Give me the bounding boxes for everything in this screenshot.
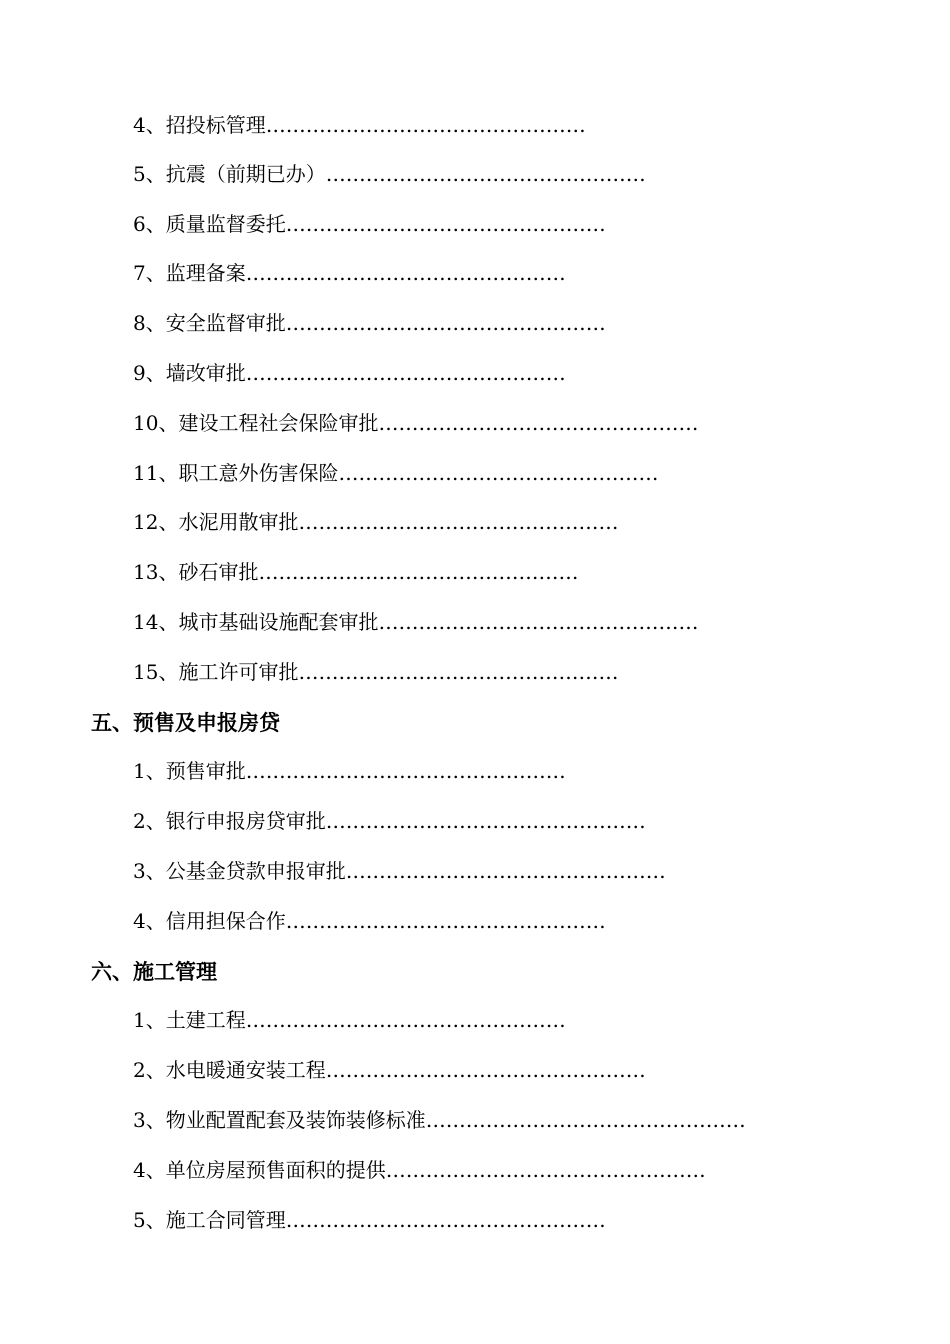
item-text: 质量监督委托: [165, 212, 286, 236]
leader-dots: …………………………………………: [338, 461, 659, 485]
item-number: 4、: [133, 909, 166, 933]
item-text: 物业配置配套及装饰装修标准: [165, 1108, 426, 1132]
item-number: 15、: [133, 660, 179, 684]
item-text: 墙改审批: [165, 361, 246, 385]
leader-dots: …………………………………………: [285, 212, 606, 236]
item-text: 银行申报房贷审批: [165, 809, 326, 833]
section-heading-presale: 五、预售及申报房贷: [91, 710, 280, 735]
item-text: 公基金贷款申报审批: [165, 859, 346, 883]
toc-item-6-2: [133, 1058, 646, 1082]
leader-dots: …………………………………………: [325, 809, 646, 833]
item-number: 6、: [133, 212, 166, 236]
toc-item-4-12: [133, 510, 618, 534]
toc-item-4-15: [133, 660, 618, 684]
leader-dots: …………………………………………: [325, 1058, 646, 1082]
toc-item-6-1: [133, 1008, 566, 1032]
toc-item-4-4: [133, 113, 586, 137]
toc-item-4-10: [133, 411, 698, 435]
leader-dots: …………………………………………: [285, 1208, 606, 1232]
item-number: 9、: [133, 361, 166, 385]
leader-dots: …………………………………………: [378, 610, 699, 634]
toc-item-6-5: [133, 1208, 606, 1232]
section-heading-construction: 六、施工管理: [91, 959, 217, 984]
item-number: 1、: [133, 759, 166, 783]
toc-item-4-7: [133, 261, 566, 285]
leader-dots: …………………………………………: [285, 909, 606, 933]
toc-item-5-1: [133, 759, 566, 783]
toc-item-5-4: [133, 909, 606, 933]
leader-dots: …………………………………………: [298, 510, 619, 534]
toc-item-5-2: [133, 809, 646, 833]
leader-dots: …………………………………………: [245, 759, 566, 783]
item-text: 信用担保合作: [165, 909, 286, 933]
toc-item-6-4: [133, 1158, 706, 1182]
item-number: 8、: [133, 311, 166, 335]
item-number: 14、: [133, 610, 179, 634]
leader-dots: …………………………………………: [298, 660, 619, 684]
item-number: 3、: [133, 859, 166, 883]
item-number: 12、: [133, 510, 179, 534]
leader-dots: …………………………………………: [345, 859, 666, 883]
leader-dots: …………………………………………: [325, 162, 646, 186]
item-number: 1、: [133, 1008, 166, 1032]
leader-dots: …………………………………………: [245, 361, 566, 385]
toc-item-4-11: [133, 461, 658, 485]
item-number: 2、: [133, 809, 166, 833]
item-number: 13、: [133, 560, 179, 584]
item-number: 10、: [133, 411, 179, 435]
toc-item-4-14: [133, 610, 698, 634]
leader-dots: …………………………………………: [385, 1158, 706, 1182]
leader-dots: …………………………………………: [245, 1008, 566, 1032]
leader-dots: …………………………………………: [378, 411, 699, 435]
toc-item-4-6: [133, 212, 606, 236]
toc-item-4-13: [133, 560, 578, 584]
item-text: 预售审批: [165, 759, 246, 783]
item-number: 3、: [133, 1108, 166, 1132]
item-text: 城市基础设施配套审批: [178, 610, 379, 634]
item-text: 土建工程: [165, 1008, 246, 1032]
item-text: 施工许可审批: [178, 660, 299, 684]
item-text: 安全监督审批: [165, 311, 286, 335]
item-number: 7、: [133, 261, 166, 285]
item-number: 2、: [133, 1058, 166, 1082]
item-text: 水泥用散审批: [178, 510, 299, 534]
item-number: 11、: [133, 461, 179, 485]
leader-dots: …………………………………………: [258, 560, 579, 584]
item-number: 5、: [133, 1208, 166, 1232]
item-text: 监理备案: [165, 261, 246, 285]
toc-item-5-3: [133, 859, 666, 883]
leader-dots: …………………………………………: [265, 113, 586, 137]
item-number: 5、: [133, 162, 166, 186]
leader-dots: …………………………………………: [245, 261, 566, 285]
item-text: 职工意外伤害保险: [178, 461, 339, 485]
toc-item-4-9: [133, 361, 566, 385]
item-number: 4、: [133, 1158, 166, 1182]
item-text: 抗震（前期已办）: [165, 162, 326, 186]
item-text: 建设工程社会保险审批: [178, 411, 379, 435]
toc-item-4-5: [133, 162, 646, 186]
toc-item-6-3: [133, 1108, 746, 1132]
item-number: 4、: [133, 113, 166, 137]
item-text: 单位房屋预售面积的提供: [165, 1158, 386, 1182]
item-text: 招投标管理: [165, 113, 266, 137]
item-text: 水电暖通安装工程: [165, 1058, 326, 1082]
item-text: 施工合同管理: [165, 1208, 286, 1232]
leader-dots: …………………………………………: [285, 311, 606, 335]
item-text: 砂石审批: [178, 560, 259, 584]
toc-item-4-8: [133, 311, 606, 335]
leader-dots: …………………………………………: [425, 1108, 746, 1132]
